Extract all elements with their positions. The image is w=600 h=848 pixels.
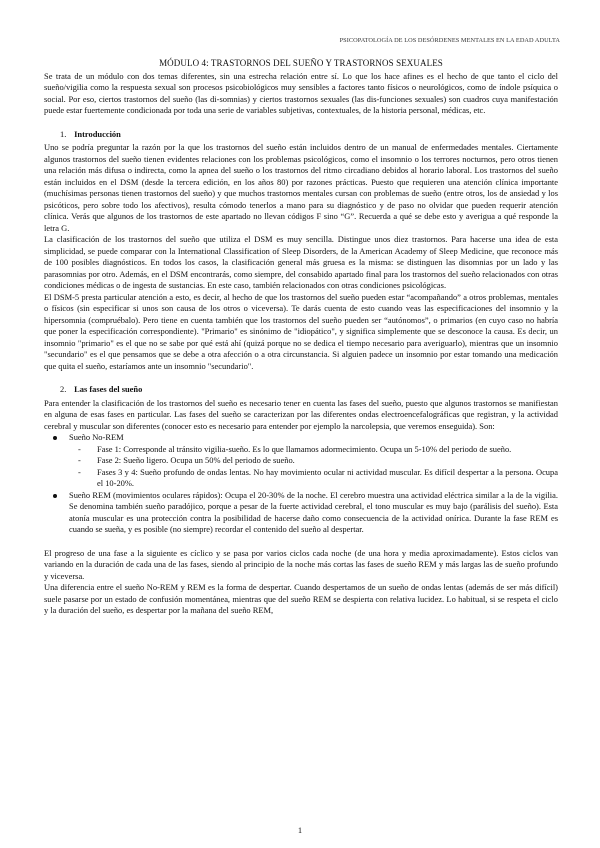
bullet-icon	[53, 494, 57, 498]
sleep-phases-list	[44, 432, 558, 536]
bullet-icon	[53, 436, 57, 440]
list-item-text: Fase 1: Corresponde al tránsito vigilia-sueño. Es lo que llamamos adormecimiento. Ocupa un 5-10% del periodo de sueño.	[97, 443, 512, 454]
spacer	[44, 536, 558, 548]
paragraph: El DSM-5 presta particular atención a esto, es decir, al hecho de que los trastornos del sueño pueden estar “acompañando” a otros problemas, mentales o físicos (sin especificar si unos son causa de los otros o viceversa). Te darás cuenta de esto cuando veas las especificaciones del insomnio y la hipersomnia (compruébalo). Pero tiene en cuenta también que los trastornos del sueño pueden ser “autónomos”, o primarios (en cuyo caso no habría que poner la especificación correspondiente). "Primario" es sinónimo de "idiopático", y significa simplemente que se desconoce la causa. Es decir, un insomnio "primario" es el que no se sabe por qué está ahí (quizá porque no se dedica el tiempo necesario para averiguarlo), mientras que un insomnio "secundario" es el que pensamos que se debe a otra afección o a otra circunstancia. Si alguien padece un insomnio por estar tomando una medicación que quita el sueño, estaríamos ante un insomnio "secundario".	[44, 291, 558, 371]
section-title: Introducción	[74, 128, 121, 139]
section-number: 2.	[60, 384, 67, 394]
document-title: MÓDULO 4: TRASTORNOS DEL SUEÑO Y TRASTORNOS SEXUALES	[159, 58, 443, 68]
list-item-text: Fases 3 y 4: Sueño profundo de ondas lentas. No hay movimiento ocular ni actividad muscular. Es difícil despertar a la persona. Ocupa el 10-20%.	[97, 466, 558, 488]
list-item	[69, 444, 558, 456]
section-number: 1.	[60, 128, 67, 139]
list-item-text: Sueño REM (movimientos oculares rápidos): Ocupa el 20-30% de la noche. El cerebro muestra una actividad eléctrica similar a la de la vigilia. Se denomina también sueño paradójico, porque a pesar de la fuerte actividad cerebral, el tono muscular es muy bajo (parálisis del sueño). Esta atonía muscular es una protección contra la posibilidad de hacerse daño como consecuencia de la actividad onírica. Durante la fase REM es cuando se sueña, y es posible (no siempre) recordar el contenido del sueño al despertar.	[69, 489, 558, 534]
dash-icon: -	[78, 455, 81, 465]
intro-paragraph: Se trata de un módulo con dos temas diferentes, sin una estrecha relación entre sí. Lo que los hace afines es el hecho de que tanto el ciclo del sueño/vigilia como la respuesta sexual son procesos psicobiológicos muy sensibles a factores tanto físicos o neurológicos, como de índole psíquica o social. Por eso, ciertos trastornos del sueño (las di-somnias) y ciertos trastornos sexuales (las dis-funciones sexuales) son cuadros cuya manifestación puede estar fuertemente condicionada por toda una serie de variables subjetivas, contextuales, de la historia personal, médicas, etc.	[44, 70, 558, 115]
paragraph: El progreso de una fase a la siguiente es cíclico y se pasa por varios ciclos cada noche (de una hora y media aproximadamente). Estos ciclos van variando en la duración de cada una de las fases, siendo al principio de la noche más cortas las fases de sueño REM y más largas las de sueño profundo y viceversa.	[44, 547, 558, 581]
list-item-label: Sueño No-REM	[69, 432, 124, 442]
document-body	[44, 58, 558, 617]
nrem-phases-list	[69, 444, 558, 490]
list-item-no-rem	[44, 432, 558, 490]
paragraph: Uno se podría preguntar la razón por la que los trastornos del sueño están incluidos dentro de un manual de enfermedades mentales. Ciertamente algunos trastornos del sueño tienen evidentes relaciones con los problemas psicológicos, como el insomnio o los terrores nocturnos, pero otros tienen una relación más difusa o indirecta, como la apnea del sueño o los trastornos del ritmo circadiano debidos al horario laboral. Los trastornos del sueño están incluidos en el DSM (desde la tercera edición, en los años 80) por razones prácticas. Puesto que requieren una atención clínica importante (muchísimas personas tienen trastornos del sueño) y que muchos trastornos mentales cursan con problemas de sueño (entre otros, los de ansiedad y los psicóticos, pero sobre todo los afectivos), resulta cómodo tenerlos a mano para su diagnóstico y de paso no olvidar que pueden requerir atención clínica. Verás que algunos de los trastornos de este apartado no llevan códigos F sino “G”. Recuerda a qué se debe esto y averigua a qué responde la letra G.	[44, 142, 558, 233]
list-item	[69, 455, 558, 467]
list-item	[69, 467, 558, 490]
paragraph: Una diferencia entre el sueño No-REM y REM es la forma de despertar. Cuando despertamos de un sueño de ondas lentas (además de ser más difícil) suele pasarse por un estado de confusión momentánea, mientras que del sueño REM se despierta con relativa lucidez. Lo habitual, si se respeta el ciclo y la duración del sueño, es despertar por la mañana del sueño REM,	[44, 582, 558, 615]
dash-icon: -	[78, 443, 81, 454]
paragraph: La clasificación de los trastornos del sueño que utiliza el DSM es muy sencilla. Distingue unos diez trastornos. Para hacerse una idea de esta simplicidad, se puede comparar con la International Classification of Sleep Disorders, de la American Academy of Sleep Medicine, que reconoce más de 100 posibles diagnósticos. En todos los casos, la clasificación general más gruesa es la misma: se distinguen las disomnias por un lado y las parasomnias por otro. Además, en el DSM encontrarás, como siempre, del consabido apartado final para los trastornos del sueño relacionados con otras condiciones médicas o de ingesta de sustancias. En este caso, también relacionados con otras condiciones psicológicas.	[44, 234, 558, 290]
section-heading-introduccion	[44, 129, 558, 141]
section-title: Las fases del sueño	[74, 384, 143, 394]
list-item-text: Fase 2: Sueño ligero. Ocupa un 50% del periodo de sueño.	[97, 455, 295, 465]
running-header: PSICOPATOLOGÍA DE LOS DESÓRDENES MENTALES EN LA EDAD ADULTA	[339, 37, 560, 44]
list-item-rem	[44, 490, 558, 536]
dash-icon: -	[78, 466, 81, 477]
page-number: 1	[297, 825, 303, 835]
section-heading-fases-del-sueno	[44, 384, 558, 396]
paragraph: Para entender la clasificación de los trastornos del sueño es necesario tener en cuenta las fases del sueño, puesto que algunos trastornos se manifiestan en alguna de esas fases en particular. Las fases del sueño se caracterizan por las diferentes ondas electroencefalográficas que registran, y la actividad cerebral y muscular son diferentes (conocer esto es necesario para entender por ejemplo la narcolepsia, que veremos enseguida). Son:	[44, 397, 558, 431]
